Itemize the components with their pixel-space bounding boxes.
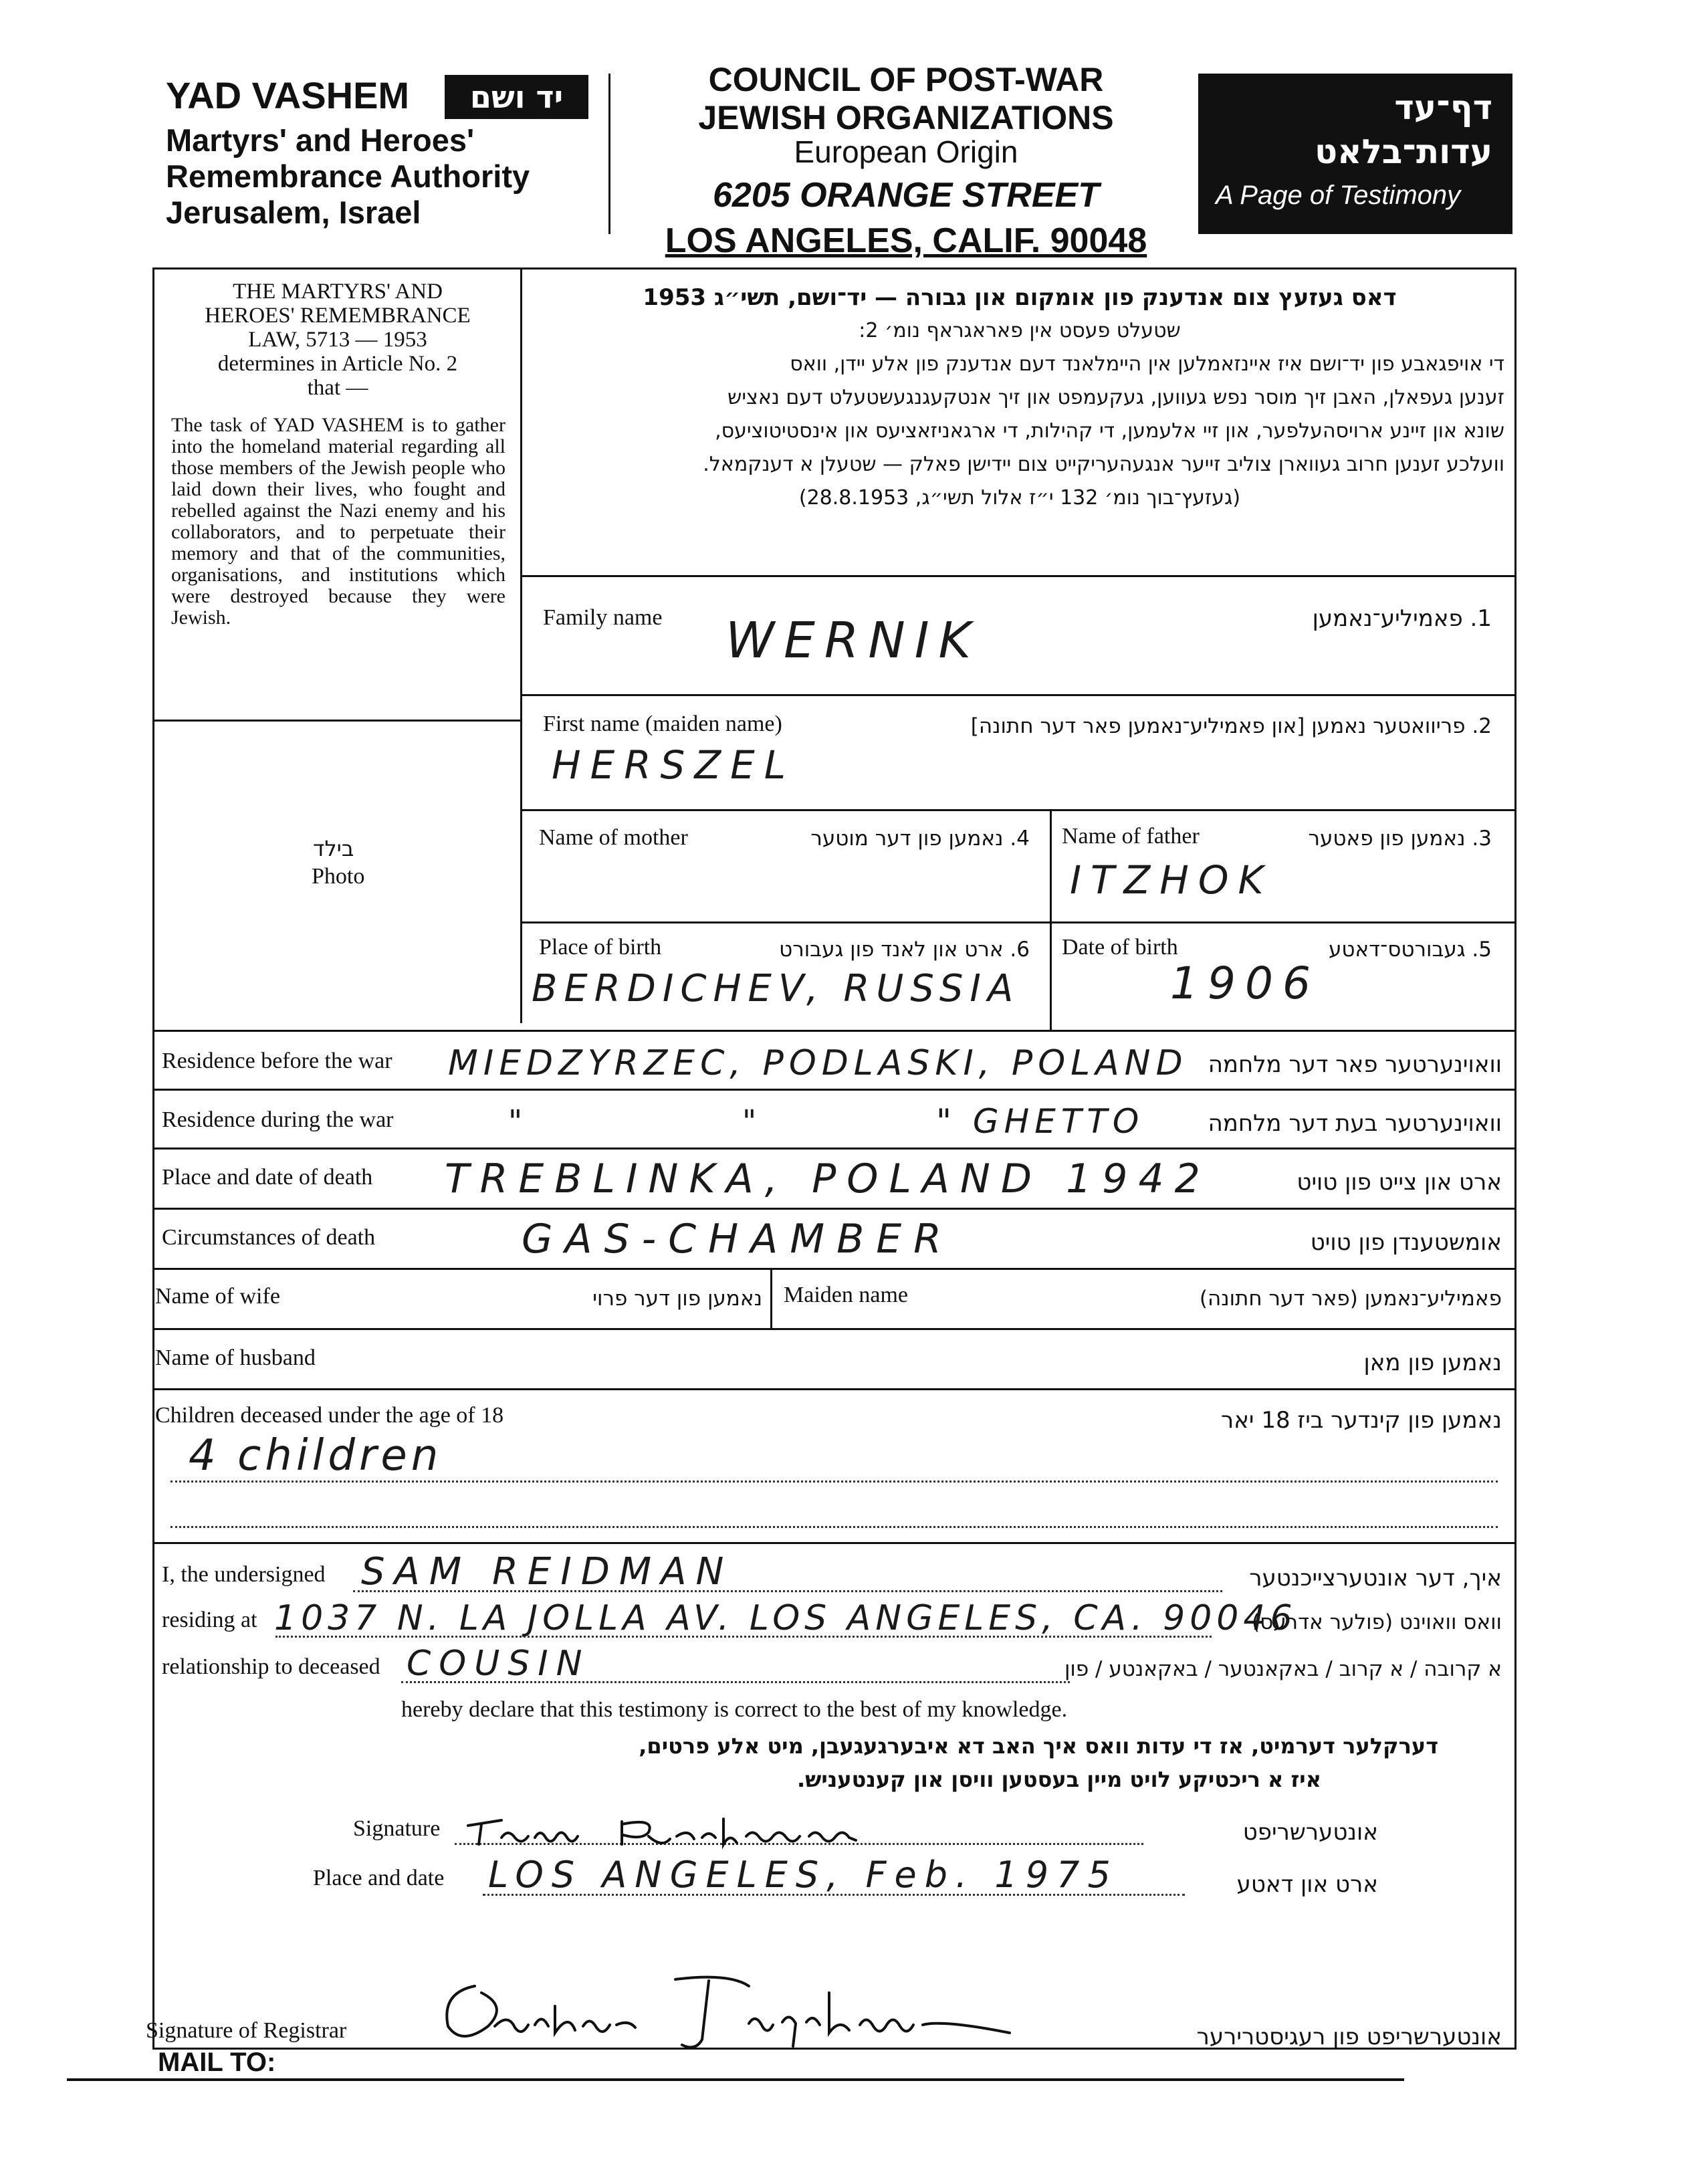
maiden-name-label: Maiden name [784,1283,908,1307]
death-place-date-label: Place and date of death [162,1165,373,1190]
residence-during-hebrew-label: וואוינערטער בעת דער מלחמה [1208,1110,1502,1137]
council-line-4: 6205 ORANGE STREET [713,176,1099,215]
death-place-date-hebrew-label: ארט און צייט פון טויט [1297,1169,1502,1196]
law-line-3: LAW, 5713 — 1953 [248,328,427,352]
family-name-label: Family name [543,605,663,630]
mother-name-label: Name of mother [539,825,688,850]
death-place-date-value: TREBLINKA, POLAND 1942 [445,1156,1211,1202]
authority-line-1: Martyrs' and Heroes' [166,122,475,158]
place-date-hebrew-label: ארט און דאטע [1236,1871,1378,1898]
intro-line-2: שטעלט פעסט אין פאראגראף נומ׳ 2: [859,319,1181,342]
residence-during-value-2: " [742,1103,766,1139]
first-name-hebrew-label: 2. פריוואטער נאמען [און פאמיליע־נאמען פאר דער חתונה] [970,714,1492,738]
birthdate-value: 1906 [1170,958,1320,1009]
place-date-value: LOS ANGELES, Feb. 1975 [488,1854,1119,1896]
row-4-bottom [152,1030,1516,1032]
row-10-bottom [152,1388,1516,1390]
law-line-2: HEROES' REMEMBRANCE [205,304,471,328]
badge-hebrew-2: עדות־בלאט [1315,132,1492,171]
intro-line-5: שונא און זיינע ארויסהעלפער, און זיי אלעמען, די קהילות, די ארגאניזאציעס און אינסטיטוציעס, [715,419,1504,443]
law-box-bottom [152,720,520,722]
row-6-bottom [152,1148,1516,1150]
first-name-label: First name (maiden name) [543,712,782,736]
registrar-signature-handwriting [435,1966,1023,2053]
residence-during-value-3: " GHETTO [936,1102,1145,1141]
law-box [167,280,508,400]
law-line-5: that — [307,376,368,400]
registrar-hebrew-label: אונטערשריפט פון רעגיסטרירער [1196,2024,1502,2050]
residence-during-label: Residence during the war [162,1107,394,1132]
children-line-2 [171,1526,1498,1528]
residence-before-hebrew-label: וואוינערטער פאר דער מלחמה [1208,1051,1502,1078]
law-body: The task of YAD VASHEM is to gather into the homeland material regarding all those members of the Jewish people who laid down their lives, who fought and rebelled against the Nazi enemy and his collaborators, and to perpetuate their memory and that of the communities, organisations, and institutions which were destroyed because they were Jewish. [171,414,505,629]
intro-line-7: (געזעץ־בוך נומ׳ 132 י״ז אלול תשי״ג, 28.8.1953) [798,486,1241,510]
law-line-4: determines in Article No. 2 [217,352,458,376]
wife-maiden-divider [770,1268,772,1328]
law-line-1: THE MARTYRS' AND [233,280,443,304]
parents-divider [1050,809,1052,1030]
relationship-label: relationship to deceased [162,1654,380,1679]
father-name-label: Name of father [1062,824,1200,849]
residence-before-label: Residence before the war [162,1049,392,1073]
signature-hebrew-label: אונטערשריפט [1242,1819,1378,1846]
children-value: 4 children [189,1431,443,1481]
children-hebrew-label: נאמען פון קינדער ביז 18 יאר [1221,1407,1502,1434]
declaration-hebrew-2: איז א ריכטיקע לויט מיין בעסטען וויסן און קענטעניש. [796,1767,1321,1792]
declaration-hebrew-1: דערקלער דערמיט, אז די עדות וואס איך האב דא איבערגעגעבן, מיט אלע פרטים, [639,1733,1438,1759]
relationship-value: COUSIN [407,1644,590,1684]
residence-before-value: MIEDZYRZEC, PODLASKI, POLAND [448,1043,1188,1083]
residence-during-value-1: " [508,1103,532,1139]
row-9-bottom [152,1328,1516,1330]
undersigned-label: I, the undersigned [162,1562,326,1587]
page-of-testimony-badge [1198,74,1512,234]
birthplace-value: BERDICHEV, RUSSIA [532,967,1020,1010]
intro-line-4: זענען געפאלן, האבן זיך מוסר נפש געווען, געקעמפט און זיך אנטקעגנגעשטעלט דעם נאציש [727,386,1504,409]
row-1-bottom [520,694,1516,696]
father-name-value: ITZHOK [1070,857,1273,903]
signature-label: Signature [353,1816,441,1841]
children-line-1 [171,1481,1498,1483]
birthdate-hebrew-label: 5. געבורטס־דאטע [1328,938,1492,962]
council-line-3: European Origin [794,134,1018,169]
intro-line-6: וועלכע זענען חרוב געווארן צוליב זייער אנגעהעריקייט צום יידישן פאלק — שטעלן א דענקמאל. [703,453,1504,476]
yad-vashem-hebrew-logo: יד ושם [445,75,588,119]
declaration-english: hereby declare that this testimony is correct to the best of my knowledge. [401,1697,1068,1722]
council-line-1: COUNCIL OF POST-WAR [708,61,1104,98]
mail-to-label: MAIL TO: [158,2048,276,2077]
husband-name-label: Name of husband [155,1345,316,1370]
father-name-hebrew-label: 3. נאמען פון פאטער [1308,827,1492,851]
residing-value: 1037 N. LA JOLLA AV. LOS ANGELES, CA. 90046 [274,1598,1297,1638]
circumstances-hebrew-label: אומשטענדן פון טויט [1310,1229,1502,1256]
badge-hebrew-1: דף־עד [1394,88,1492,127]
maiden-name-hebrew-label: פאמיליע־נאמען (פאר דער חתונה) [1199,1287,1502,1311]
intro-box-bottom [520,575,1516,577]
intro-line-3: די אויפגאבע פון יד־ושם איז איינזאמלען אין היימלאנד דעם אנדענק פון אלע יידן, וואס [790,352,1504,376]
photo-hebrew-label: בילד [313,836,354,861]
circumstances-value: GAS-CHAMBER [522,1216,953,1263]
signature-handwriting [461,1806,929,1852]
wife-name-hebrew-label: נאמען פון דער פרוי [592,1287,762,1311]
badge-english: A Page of Testimony [1216,181,1461,210]
header-divider [608,74,610,234]
registrar-label: Signature of Registrar [146,2018,347,2043]
birthdate-label: Date of birth [1062,935,1178,960]
first-name-value: HERSZEL [552,742,796,788]
row-8-bottom [152,1268,1516,1270]
footer-rule [67,2078,1404,2081]
row-7-bottom [152,1208,1516,1210]
place-date-label: Place and date [313,1866,445,1890]
intro-line-1: דאס געזעץ צום אנדענק פון אומקום און גבורה — יד־ושם, תשי״ג 1953 [643,284,1397,311]
birthplace-label: Place of birth [539,935,662,960]
birthplace-hebrew-label: 6. ארט און לאנד פון געבורט [779,938,1030,962]
children-label: Children deceased under the age of 18 [155,1403,504,1428]
yiddish-intro [535,281,1504,515]
husband-name-hebrew-label: נאמען פון מאן [1363,1349,1502,1376]
council-line-2: JEWISH ORGANIZATIONS [698,99,1114,136]
family-name-value: WERNIK [725,612,981,669]
undersigned-hebrew-label: איך, דער אונטערצייכנטער [1249,1565,1502,1592]
row-5-bottom [152,1089,1516,1091]
yad-vashem-title: YAD VASHEM [166,74,410,116]
authority-line-3: Jerusalem, Israel [166,195,421,230]
row-2-bottom [520,809,1516,811]
row-11-bottom [152,1542,1516,1544]
photo-label: Photo [312,864,365,889]
wife-name-label: Name of wife [155,1284,280,1309]
circumstances-label: Circumstances of death [162,1225,376,1250]
left-column-divider [520,267,522,1023]
council-line-5: LOS ANGELES, CALIF. 90048 [665,221,1147,260]
undersigned-value: SAM REIDMAN [361,1550,734,1594]
family-name-hebrew-label: 1. פאמיליע־נאמען [1312,605,1492,632]
residing-hebrew-label: וואס וואוינט (פולער אדרעס) [1252,1610,1502,1634]
authority-line-2: Remembrance Authority [166,158,530,194]
relationship-hebrew-label: א קרובה / א קרוב / באקאנטער / באקאנטע / פון [1064,1657,1502,1681]
residing-label: residing at [162,1608,257,1632]
row-3-bottom [520,921,1516,923]
mother-name-hebrew-label: 4. נאמען פון דער מוטער [810,827,1030,851]
